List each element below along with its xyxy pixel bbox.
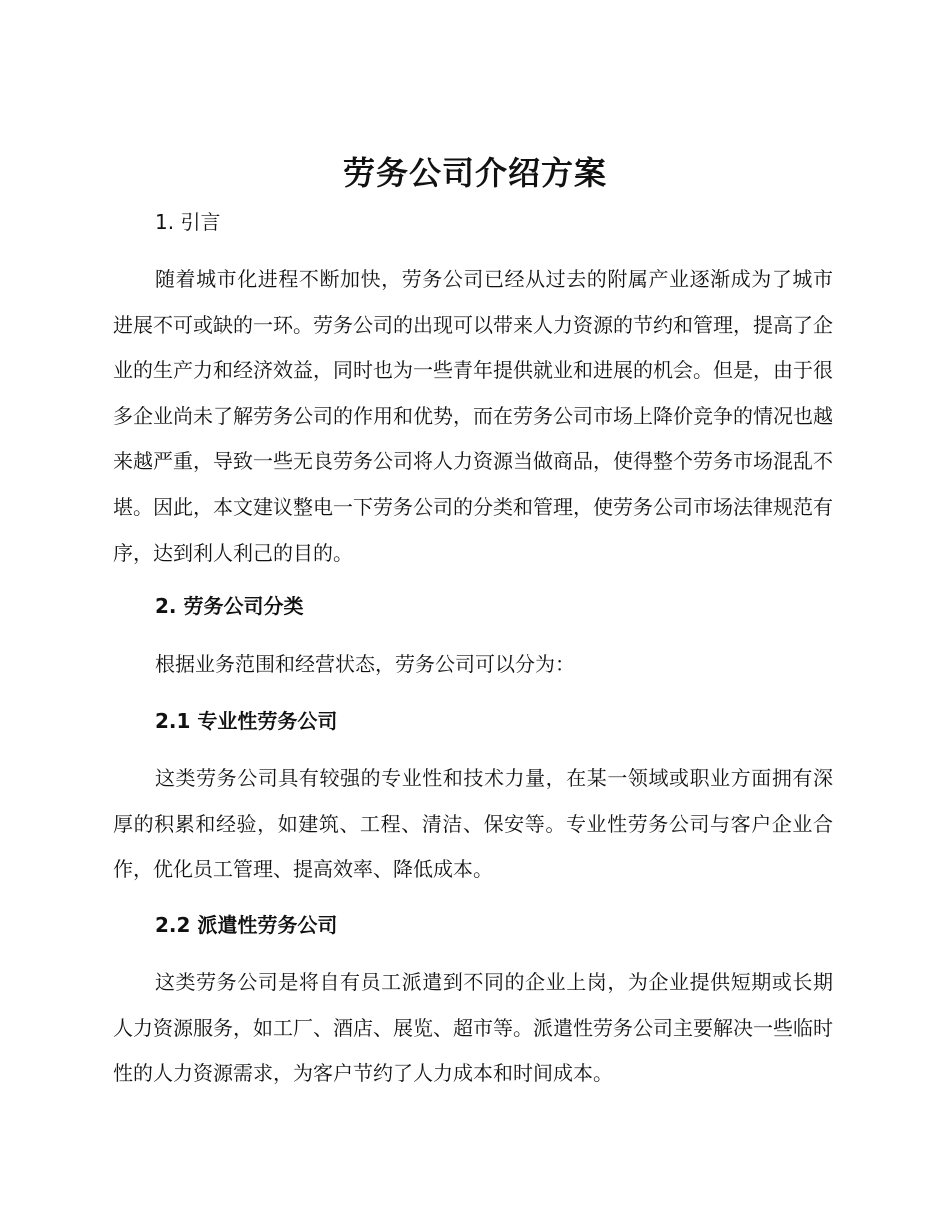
paragraph-intro: 随着城市化进程不断加快，劳务公司已经从过去的附属产业逐渐成为了城市进展不可或缺的一环。劳务公司的出现可以带来人力资源的节约和管理，提高了企业的生产力和经济效益，同时也为一些青年提供就业和进展的机会。但是，由于很多企业尚未了解劳务公司的作用和优势，而在劳务公司市场上降价竞争的情况也越来越严重，导致一些无良劳务公司将人力资源当做商品，使得整个劳务市场混乱不堪。因此，本文建议整电一下劳务公司的分类和管理，使劳务公司市场法律规范有序，达到利人利己的目的。 — [113, 267, 833, 565]
paragraph-professional: 这类劳务公司具有较强的专业性和技术力量，在某一领域或职业方面拥有深厚的积累和经验，如建筑、工程、清洁、保安等。专业性劳务公司与客户企业合作，优化员工管理、提高效率、降低成本。 — [113, 766, 833, 882]
subsection-heading-professional: 2.1 专业性劳务公司 — [155, 709, 338, 733]
section-heading-classification: 2. 劳务公司分类 — [155, 594, 304, 618]
paragraph-classification-intro: 根据业务范围和经营状态，劳务公司可以分为： — [155, 652, 575, 676]
paragraph-dispatch: 这类劳务公司是将自有员工派遣到不同的企业上岗，为企业提供短期或长期人力资源服务，如工厂、酒店、展览、超市等。派遣性劳务公司主要解决一些临时性的人力资源需求，为客户节约了人力成本和时间成本。 — [113, 970, 833, 1086]
document-title: 劳务公司介绍方案 — [342, 154, 607, 192]
section-heading-intro: 1. 引言 — [155, 210, 221, 234]
subsection-heading-dispatch: 2.2 派遣性劳务公司 — [155, 913, 338, 937]
